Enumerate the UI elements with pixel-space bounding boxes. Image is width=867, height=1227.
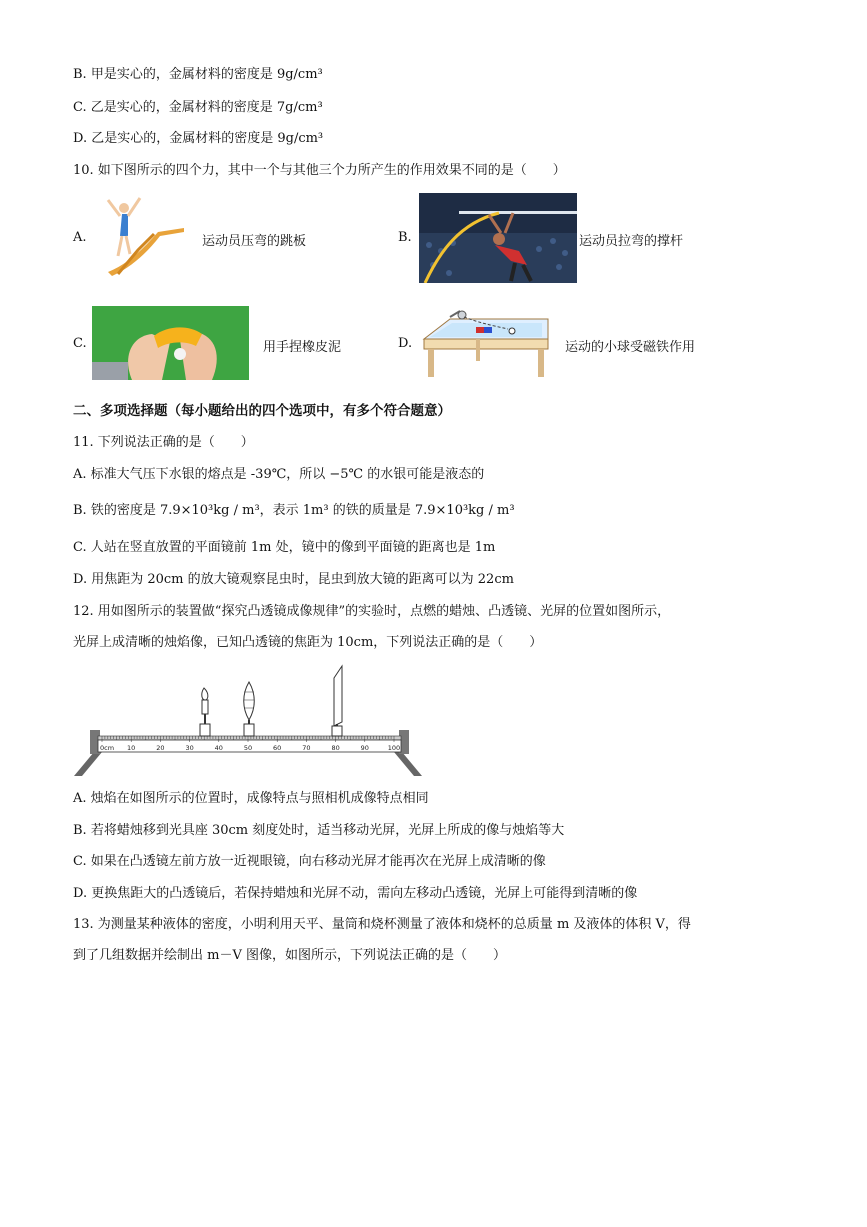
q10-option-b-letter: B.: [398, 230, 412, 245]
ruler-tick-label: 20: [156, 744, 165, 752]
optical-bench-diagram: [72, 664, 427, 778]
q9-option-b: B. 甲是实心的，金属材料的密度是 9g/cm³: [73, 67, 323, 82]
ruler-tick-label: 90: [360, 744, 369, 752]
q11-option-b: B. 铁的密度是 7.9×10³kg / m³，表示 1m³ 的铁的质量是 7.9×10³kg / m³: [73, 503, 515, 518]
ruler-tick-label: 40: [214, 744, 223, 752]
ruler-tick-label: 10: [127, 744, 136, 752]
ruler-tick-label: 70: [302, 744, 311, 752]
ball-magnet-image: [420, 307, 552, 380]
q13-stem-line2: 到了几组数据并绘制出 m－V 图像，如图所示，下列说法正确的是（ ）: [73, 948, 506, 963]
q10-option-a-caption: 运动员压弯的跳板: [202, 234, 307, 249]
q13-stem-line1: 13. 为测量某种液体的密度，小明利用天平、量筒和烧杯测量了液体和烧杯的总质量 m 及液体的体积 V，得: [73, 917, 691, 932]
diver-springboard-image: [98, 194, 188, 278]
q10-option-c-letter: C.: [73, 336, 87, 351]
q9-option-c: C. 乙是实心的，金属材料的密度是 7g/cm³: [73, 100, 323, 115]
q11-option-c: C. 人站在竖直放置的平面镜前 1m 处，镜中的像到平面镜的距离也是 1m: [73, 540, 496, 555]
ruler-tick-label: 0cm: [100, 744, 115, 752]
q10-option-d-letter: D.: [398, 336, 413, 351]
section-heading: 二、多项选择题（每小题给出的四个选项中，有多个符合题意）: [73, 403, 451, 419]
q12-stem-line2: 光屏上成清晰的烛焰像，已知凸透镜的焦距为 10cm，下列说法正确的是（ ）: [73, 635, 543, 650]
ruler-tick-label: 100: [387, 744, 401, 752]
q10-option-a-letter: A.: [73, 230, 87, 245]
ruler-tick-label: 60: [273, 744, 282, 752]
q12-option-d: D. 更换焦距大的凸透镜后，若保持蜡烛和光屏不动，需向左移动凸透镜，光屏上可能得到清晰的像: [73, 886, 638, 901]
q9-option-d: D. 乙是实心的，金属材料的密度是 9g/cm³: [73, 131, 324, 146]
ruler-tick-label: 50: [243, 744, 253, 752]
ruler-tick-label: 30: [185, 744, 194, 752]
q11-stem: 11. 下列说法正确的是（ ）: [73, 435, 254, 450]
candle: [200, 688, 210, 736]
light-screen: [332, 666, 342, 736]
hands-clay-image: [92, 306, 249, 380]
q11-option-d: D. 用焦距为 20cm 的放大镜观察昆虫时，昆虫到放大镜的距离可以为 22cm: [73, 572, 514, 587]
q12-option-b: B. 若将蜡烛移到光具座 30cm 刻度处时，适当移动光屏，光屏上所成的像与烛焰等大: [73, 823, 565, 838]
q10-stem: 10. 如下图所示的四个力，其中一个与其他三个力所产生的作用效果不同的是（ ）: [73, 163, 566, 178]
q10-option-c-caption: 用手捏橡皮泥: [263, 340, 342, 355]
q12-option-a: A. 烛焰在如图所示的位置时，成像特点与照相机成像特点相同: [73, 791, 429, 806]
ruler-tick-label: 80: [331, 744, 340, 752]
q12-option-c: C. 如果在凸透镜左前方放一近视眼镜，向右移动光屏才能再次在光屏上成清晰的像: [73, 854, 546, 869]
convex-lens: [244, 682, 255, 736]
pole-vault-image: [419, 193, 577, 283]
q10-option-d-caption: 运动的小球受磁铁作用: [565, 340, 696, 355]
q12-stem-line1: 12. 用如图所示的装置做“探究凸透镜成像规律”的实验时，点燃的蜡烛、凸透镜、光屏的位置如图所示，: [73, 604, 671, 619]
q11-option-a: A. 标准大气压下水银的熔点是 -39℃，所以 −5℃ 的水银可能是液态的: [73, 467, 485, 482]
q10-option-b-caption: 运动员拉弯的撑杆: [579, 234, 684, 249]
